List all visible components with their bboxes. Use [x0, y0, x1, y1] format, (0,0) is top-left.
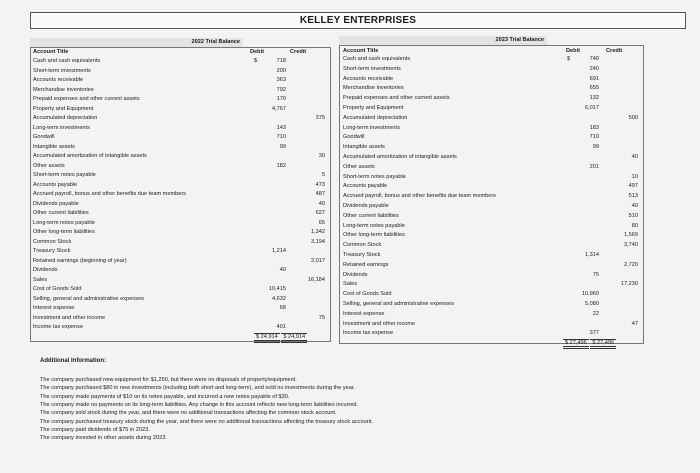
credit-amount: 75 — [318, 314, 325, 321]
account-title: Merchandise inventories — [343, 85, 404, 92]
account-title: Intangible assets — [33, 143, 75, 150]
account-title: Accumulated depreciation — [343, 114, 408, 121]
account-title: Accumulated depreciation — [33, 115, 98, 121]
credit-amount: 40 — [631, 154, 638, 160]
debit-amount: 4,632 — [272, 295, 286, 302]
header-account-title: Account Title — [343, 48, 379, 54]
account-title: Goodwill — [33, 134, 55, 140]
account-title: Goodwill — [343, 134, 365, 141]
header-credit: Credit — [290, 49, 307, 55]
table-row — [0, 173, 700, 181]
debit-amount: 710 — [276, 134, 286, 140]
account-title: Selling, general and administrative expenses — [343, 301, 455, 307]
account-title: Other current liabilities — [33, 210, 89, 216]
account-title: Dividends — [343, 271, 368, 278]
account-title: Accounts payable — [343, 183, 388, 190]
account-title: Investment and other income — [33, 314, 106, 321]
debit-amount: 10,415 — [268, 286, 286, 292]
debit-amount: 5,080 — [585, 301, 599, 307]
credit-amount: 513 — [628, 193, 638, 200]
credit-amount: 30 — [318, 153, 325, 159]
account-title: Short-term notes payable — [343, 173, 406, 180]
credit-amount: 2,720 — [624, 261, 638, 268]
account-title: Other long-term liabilities — [33, 229, 95, 235]
table-row — [0, 114, 700, 122]
account-title: Retained earnings — [343, 261, 389, 268]
header-credit: Credit — [606, 48, 623, 54]
table-row — [0, 271, 700, 279]
info-line: The company sold stock during the year, and there were no additional transactions affecting the common stock account. — [40, 410, 337, 417]
account-title: Cash and cash equivalents — [33, 58, 101, 64]
account-title: Retained earnings (beginning of year) — [33, 257, 127, 264]
credit-amount: 1,342 — [311, 229, 325, 235]
account-title: Other current liabilities — [343, 212, 399, 219]
account-title: Property and Equipment — [33, 105, 94, 112]
table-row — [0, 202, 700, 210]
info-line: The company purchased $80 in new investments (including both short and long-term), and sold no investments during the year. — [40, 385, 355, 392]
info-line: The company paid dividends of $75 in 2023. — [40, 426, 150, 433]
credit-amount: 3,740 — [624, 242, 638, 249]
debit-amount: 201 — [589, 163, 599, 170]
credit-amount: 500 — [628, 114, 638, 121]
credit-amount: 2,017 — [311, 257, 325, 264]
debit-amount: 99 — [592, 144, 599, 151]
header-debit: Debit — [250, 49, 264, 55]
account-title: Intangible assets — [343, 144, 385, 151]
table-row — [0, 124, 700, 132]
credit-amount: 497 — [628, 183, 638, 190]
debit-amount: 401 — [276, 324, 286, 330]
debit-amount: 68 — [279, 305, 286, 311]
credit-amount: 375 — [315, 115, 325, 121]
account-title: Accumulated amortization of intangible assets — [343, 154, 457, 160]
account-title: Cost of Goods Sold — [33, 286, 82, 292]
table-row — [0, 94, 700, 102]
account-title: Property and Equipment — [343, 105, 404, 111]
credit-amount: 1,569 — [624, 232, 638, 239]
info-line: The company invested in other assets during 2023. — [40, 435, 167, 442]
debit-amount: 740 — [589, 56, 599, 62]
debit-amount: 710 — [589, 134, 599, 141]
debit-amount: 200 — [276, 67, 286, 74]
credit-amount: 40 — [631, 203, 638, 209]
credit-amount: 510 — [628, 212, 638, 219]
account-title: Short-term investments — [343, 65, 401, 72]
table-row — [0, 55, 700, 63]
table-row — [0, 251, 700, 259]
account-title: Merchandise inventories — [33, 86, 94, 93]
dollar-sign: $ — [567, 56, 571, 62]
credit-amount: 47 — [631, 320, 638, 327]
credit-amount: 17,230 — [620, 281, 638, 288]
debit-amount: 40 — [279, 267, 286, 273]
table-row — [0, 241, 700, 249]
table-row — [0, 75, 700, 83]
account-title: Dividends — [33, 267, 58, 273]
account-title: Investment and other income — [343, 320, 416, 327]
account-title: Income tax expense — [33, 324, 84, 330]
credit-amount: 80 — [631, 222, 638, 229]
credit-amount: 10 — [631, 173, 638, 180]
debit-amount: 170 — [276, 96, 286, 102]
trial-balance-2023-title: 2023 Trial Balance — [339, 36, 547, 45]
debit-amount: 6,017 — [585, 105, 599, 111]
account-title: Accrued payroll, bonus and other benefits due team members — [33, 191, 186, 197]
account-title: Interest expense — [343, 310, 385, 317]
table-row — [0, 329, 700, 337]
account-title: Sales — [343, 281, 357, 288]
account-title: Common Stock — [343, 242, 382, 249]
account-title: Sales — [33, 276, 47, 283]
debit-amount: 718 — [276, 58, 286, 64]
account-title: Cash and cash equivalents — [343, 56, 411, 62]
account-title: Long-term notes payable — [343, 222, 405, 229]
account-title: Long-term investments — [343, 124, 400, 131]
info-line: The company purchased new equipment for $1,250, but there were no disposals of property/equipment. — [40, 377, 297, 383]
account-title: Long-term notes payable — [33, 219, 95, 226]
credit-amount: 487 — [315, 191, 325, 197]
debit-amount: 377 — [589, 330, 599, 337]
info-line: The company made no payments on its long-term liabilities. Any change in this account reflects new long-term liabilities incurred. — [40, 401, 359, 408]
debit-amount: 655 — [589, 85, 599, 92]
account-title: Short-term investments — [33, 67, 91, 74]
table-row — [0, 320, 700, 328]
account-title: Dividends payable — [33, 200, 79, 207]
account-title: Treasury Stock — [33, 248, 71, 254]
debit-amount: 792 — [276, 86, 286, 93]
debit-amount: 240 — [589, 65, 599, 72]
credit-amount: 5 — [321, 172, 325, 178]
account-title: Income tax expense — [343, 330, 394, 337]
debit-amount: 182 — [276, 162, 286, 169]
debit-amount: 1,214 — [272, 248, 286, 254]
debit-amount: 132 — [589, 95, 599, 102]
table-row — [0, 84, 700, 92]
account-title: Other long-term liabilities — [343, 232, 405, 239]
credit-amount: 473 — [315, 181, 325, 188]
account-title: Accounts receivable — [343, 75, 394, 82]
table-row — [0, 222, 700, 230]
debit-amount: 143 — [276, 124, 286, 131]
debit-amount: 1,314 — [585, 252, 599, 258]
debit-amount: 363 — [276, 77, 286, 83]
total-credit: $ 24,914 — [281, 333, 307, 343]
account-title: Accrued payroll, bonus and other benefits due team members — [343, 193, 496, 200]
debit-amount: 75 — [592, 271, 599, 278]
table-row — [0, 300, 700, 308]
company-title: KELLEY ENTERPRISES — [30, 12, 686, 29]
account-title: Common Stock — [33, 238, 72, 245]
account-title: Short-term notes payable — [33, 172, 96, 178]
total-debit: $ 24,914 — [254, 333, 280, 343]
additional-info-title: Additional Information: — [40, 358, 106, 364]
account-title: Interest expense — [33, 305, 75, 311]
credit-amount: 3,194 — [311, 238, 325, 245]
credit-amount: 65 — [318, 219, 325, 226]
table-row — [0, 290, 700, 298]
account-title: Cost of Goods Sold — [343, 291, 392, 298]
table-row — [0, 104, 700, 112]
info-line: The company made payments of $10 on its notes payable, and incurred a new notes payable of $30. — [40, 393, 290, 400]
credit-amount: 16,184 — [307, 276, 325, 283]
credit-amount: 40 — [318, 200, 325, 207]
debit-amount: 4,767 — [272, 105, 286, 112]
info-line: The company purchased treasury stock during the year, and there were no additional transactions affecting the treasury stock account. — [40, 418, 373, 425]
debit-amount: 183 — [589, 124, 599, 131]
table-row — [0, 310, 700, 318]
table-row — [0, 280, 700, 288]
table-row — [0, 133, 700, 141]
debit-amount: 691 — [589, 75, 599, 82]
header-account-title: Account Title — [33, 49, 69, 55]
dollar-sign: $ — [254, 58, 258, 64]
total-debit: $ 27,496 — [563, 339, 589, 349]
account-title: Other assets — [33, 162, 65, 169]
table-row — [0, 261, 700, 269]
table-row — [0, 163, 700, 171]
debit-amount: 10,960 — [581, 291, 599, 298]
credit-amount: 627 — [315, 210, 325, 216]
account-title: Dividends payable — [343, 203, 389, 209]
debit-amount: 22 — [592, 310, 599, 317]
account-title: Other assets — [343, 163, 375, 170]
header-debit: Debit — [566, 48, 580, 54]
table-row — [0, 65, 700, 73]
table-row — [0, 231, 700, 239]
account-title: Accounts receivable — [33, 77, 84, 83]
trial-balance-2022-title: 2022 Trial Balance — [30, 38, 243, 47]
table-row — [0, 182, 700, 190]
account-title: Prepaid expenses and other current assets — [343, 95, 450, 102]
account-title: Accumulated amortization of intangible assets — [33, 153, 147, 159]
total-credit: $ 27,496 — [590, 339, 616, 349]
account-title: Prepaid expenses and other current assets — [33, 96, 140, 102]
table-row — [0, 143, 700, 151]
table-row — [0, 153, 700, 161]
table-row — [0, 212, 700, 220]
account-title: Long-term investments — [33, 124, 90, 131]
table-row — [0, 192, 700, 200]
account-title: Selling, general and administrative expenses — [33, 295, 145, 302]
account-title: Accounts payable — [33, 181, 78, 188]
debit-amount: 99 — [279, 143, 286, 150]
account-title: Treasury Stock — [343, 252, 381, 258]
totals-row — [563, 340, 616, 346]
